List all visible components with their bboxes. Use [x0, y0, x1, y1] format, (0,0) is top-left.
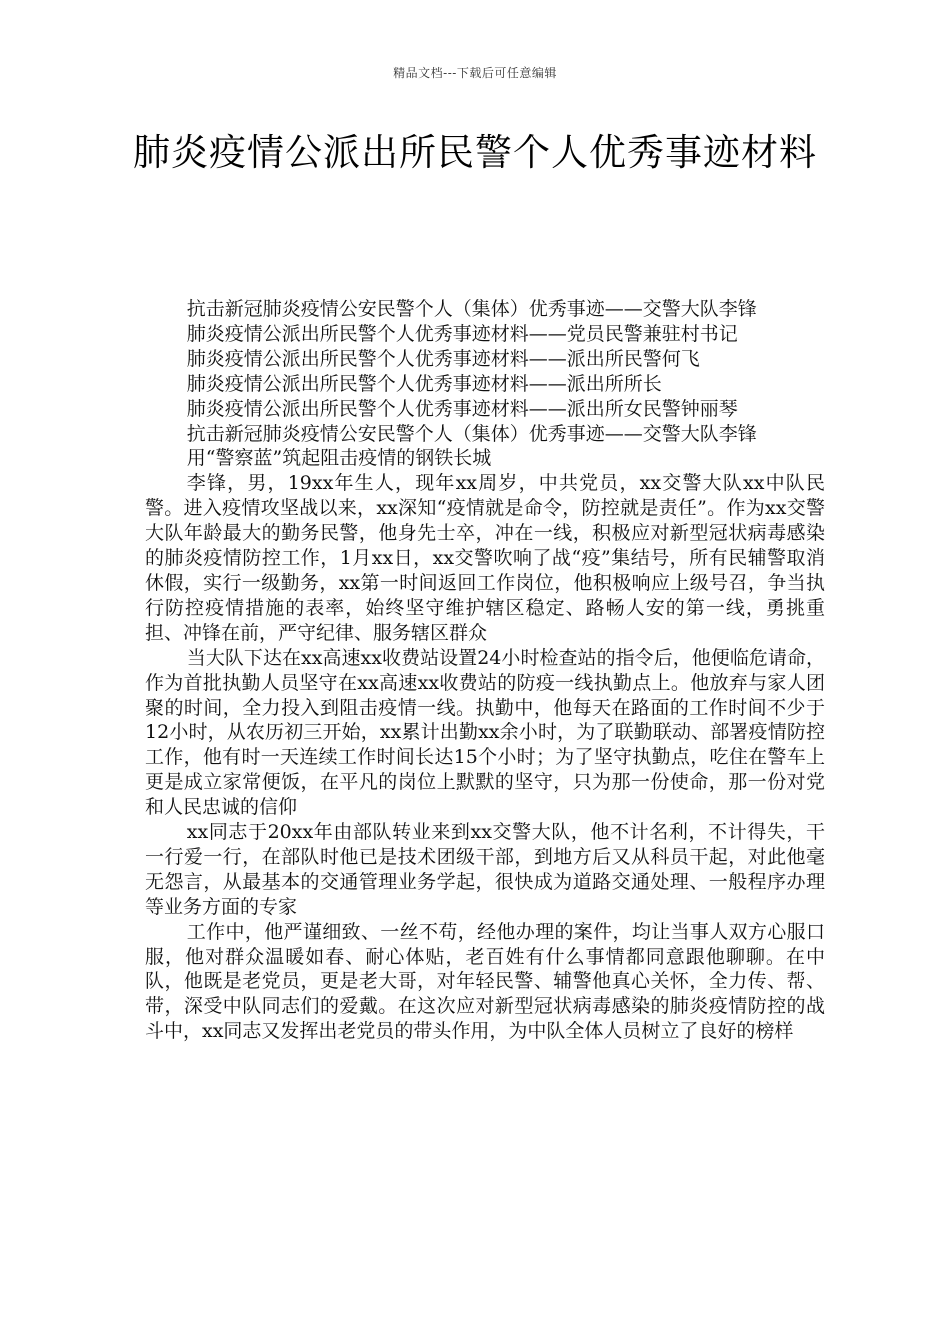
section-heading: 用“警察蓝”筑起阻击疫情的钢铁长城	[186, 447, 492, 470]
paragraph: 抗击新冠肺炎疫情公安民警个人（集体）优秀事迹——交警大队李锋	[186, 298, 757, 320]
paragraph: 肺炎疫情公派出所民警个人优秀事迹材料——党员民警兼驻村书记	[186, 322, 738, 345]
paragraph: 抗击新冠肺炎疫情公安民警个人（集体）优秀事迹——交警大队李锋	[186, 422, 757, 445]
paragraph: 肺炎疫情公派出所民警个人优秀事迹材料——派出所民警何飞	[186, 347, 700, 370]
paragraph: 肺炎疫情公派出所民警个人优秀事迹材料——派出所所长	[186, 372, 662, 395]
page-title: 肺炎疫情公派出所民警个人优秀事迹材料	[133, 131, 817, 174]
header-note: 精品文档---下载后可任意编辑	[393, 66, 557, 80]
paragraph: 李锋，男，19xx年生人，现年xx周岁，中共党员，xx交警大队xx中队民警。进入疫情攻坚战以来，xx深知“疫情就是命令，防控就是责任”。作为xx交警大队年龄最大的勤务民警，他身先士卒，冲在一线，积极应对新型冠状病毒感染的肺炎疫情防控工作，1月xx日，xx交警吹响了战“疫”集结号，所有民辅警取消休假，实行一级勤务，xx第一时间返回工作岗位，他积极响应上级号召，争当执行防控疫情措施的表率，始终坚守维护辖区稳定、路畅人安的第一线，勇挑重担、冲锋在前，严守纪律、服务辖区群众	[145, 472, 825, 644]
paragraph: 工作中，他严谨细致、一丝不苟，经他办理的案件，均让当事人双方心服口服，他对群众温暖如春、耐心体贴，老百姓有什么事情都同意跟他聊聊。在中队，他既是老党员，更是老大哥，对年轻民警、辅警他真心关怀，全力传、帮、带，深受中队同志们的爱戴。在这次应对新型冠状病毒感染的肺炎疫情防控的战斗中，xx同志又发挥出老党员的带头作用，为中队全体人员树立了良好的榜样	[145, 920, 825, 1043]
paragraph: xx同志于20xx年由部队转业来到xx交警大队，他不计名利，不计得失，干一行爱一行，在部队时他已是技术团级干部，到地方后又从科员干起，对此他毫无怨言，从最基本的交通管理业务学起，很快成为道路交通处理、一般程序办理等业务方面的专家	[145, 821, 825, 918]
paragraph: 肺炎疫情公派出所民警个人优秀事迹材料——派出所女民警钟丽琴	[186, 397, 738, 420]
document-body	[145, 297, 825, 1044]
paragraph: 当大队下达在xx高速xx收费站设置24小时检查站的指令后，他便临危请命，作为首批执勤人员坚守在xx高速xx收费站的防疫一线执勤点上。他放弃与家人团聚的时间，全力投入到阻击疫情一线。执勤中，他每天在路面的工作时间不少于12小时，从农历初三开始，xx累计出勤xx余小时，为了联勤联动、部署疫情防控工作，他有时一天连续工作时间长达15个小时；为了坚守执勤点，吃住在警车上更是成立家常便饭，在平凡的岗位上默默的坚守，只为那一份使命，那一份对党和人民忠诚的信仰	[145, 646, 825, 819]
